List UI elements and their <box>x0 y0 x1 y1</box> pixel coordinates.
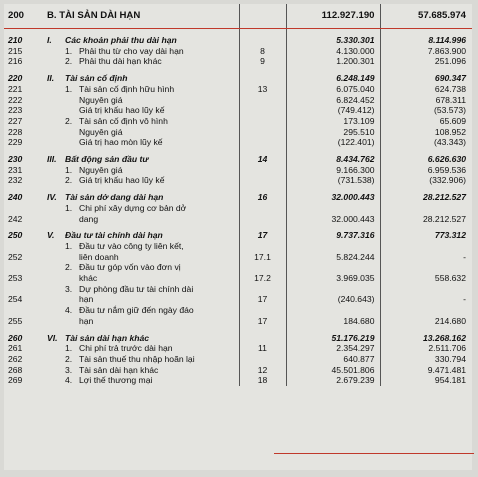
row-note <box>239 95 286 106</box>
section-title: Tài sản cố định <box>65 73 128 84</box>
table-row <box>4 365 472 376</box>
item-number: 2. <box>65 353 73 364</box>
table-row <box>4 56 472 67</box>
row-value-prior: 954.181 <box>434 375 466 386</box>
table-row <box>4 241 472 262</box>
row-note <box>239 29 286 46</box>
row-note: 11 <box>239 343 286 354</box>
row-value-prior: 7.863.900 <box>427 45 466 56</box>
row-value-prior: 13.268.162 <box>422 332 466 343</box>
row-code: 230 <box>8 154 23 165</box>
row-value-current: 2.679.239 <box>286 375 380 386</box>
row-value-current: 295.510 <box>286 127 380 138</box>
table-row <box>4 165 472 176</box>
item-number: 1. <box>65 343 73 354</box>
header-code: 200 <box>4 4 44 29</box>
row-code: 268 <box>8 364 23 375</box>
row-value-current: 1.200.301 <box>286 56 380 67</box>
header-row <box>4 4 472 29</box>
row-code: 232 <box>8 175 23 186</box>
item-title-continued: dang <box>79 213 99 224</box>
item-title: Giá trị khấu hao lũy kế <box>79 105 165 116</box>
roman-numeral: I. <box>47 35 52 45</box>
item-number: 1. <box>65 45 73 56</box>
item-number: 3. <box>65 283 73 294</box>
item-number: 3. <box>65 364 73 375</box>
row-code: 222 <box>8 94 23 105</box>
row-value-current: 9.166.300 <box>286 165 380 176</box>
row-value-current: 8.434.762 <box>286 148 380 165</box>
row-label <box>44 327 239 344</box>
row-value-prior: 9.471.481 <box>427 364 466 375</box>
row-value-prior: (332.906) <box>429 175 466 186</box>
item-number: 2. <box>65 262 73 273</box>
table-row <box>4 175 472 186</box>
row-value-prior: 678.311 <box>435 94 466 105</box>
row-value-current: 51.176.219 <box>286 327 380 344</box>
row-label <box>44 175 239 186</box>
row-label <box>44 29 239 46</box>
row-label <box>44 375 239 386</box>
row-note <box>239 137 286 148</box>
row-value-prior: 558.632 <box>434 273 466 284</box>
row-value-prior: 6.626.630 <box>427 154 466 165</box>
row-code: 231 <box>8 164 23 175</box>
row-value-current: 2.354.297 <box>286 343 380 354</box>
row-value-current: 6.075.040 <box>286 84 380 95</box>
row-value-current: 5.824.244 <box>286 241 380 262</box>
roman-numeral: IV. <box>47 192 57 203</box>
roman-numeral: III. <box>47 154 57 165</box>
row-note: 13 <box>239 84 286 95</box>
row-label <box>44 365 239 376</box>
row-code: 227 <box>8 115 23 126</box>
row-note <box>239 67 286 84</box>
item-number: 4. <box>65 375 73 386</box>
row-value-prior: - <box>463 294 466 305</box>
row-note <box>239 165 286 176</box>
table-row <box>4 46 472 57</box>
row-value-current: (749.412) <box>286 105 380 116</box>
row-code: 242 <box>8 213 23 224</box>
row-note: 17 <box>239 284 286 305</box>
row-value-prior: 773.312 <box>434 230 466 241</box>
row-note: 9 <box>239 56 286 67</box>
row-value-prior: 8.114.996 <box>428 35 466 45</box>
row-code: 220 <box>8 73 23 84</box>
row-label <box>44 105 239 116</box>
row-value-current: 6.248.149 <box>286 67 380 84</box>
balance-sheet-page <box>4 4 472 470</box>
row-code: 260 <box>8 332 23 343</box>
row-note <box>239 105 286 116</box>
item-title-continued: khác <box>79 273 98 284</box>
item-title: Tài sản cố định hữu hình <box>79 83 175 94</box>
row-value-current: 32.000.443 <box>286 203 380 224</box>
row-value-current: 640.877 <box>286 354 380 365</box>
section-title: Tài sản dài hạn khác <box>65 332 150 343</box>
table-row <box>4 375 472 386</box>
row-label <box>44 137 239 148</box>
row-value-prior: 6.959.536 <box>427 164 466 175</box>
section-row <box>4 327 472 344</box>
row-note: 12 <box>239 365 286 376</box>
row-value-prior: 330.794 <box>434 353 466 364</box>
row-code: 254 <box>8 294 23 305</box>
roman-numeral: II. <box>47 73 55 84</box>
item-number: 1. <box>65 202 73 213</box>
row-code: 252 <box>8 251 23 262</box>
table-row <box>4 127 472 138</box>
section-row <box>4 67 472 84</box>
row-label <box>44 284 239 305</box>
row-label <box>44 354 239 365</box>
row-label <box>44 165 239 176</box>
row-note: 16 <box>239 186 286 203</box>
item-title: Lợi thế thương mại <box>79 375 153 386</box>
row-code: 240 <box>8 192 23 203</box>
item-title: Đầu tư vào công ty liên kết, <box>79 240 184 251</box>
red-underline <box>274 453 474 454</box>
row-label <box>44 148 239 165</box>
row-value-current: 4.130.000 <box>286 46 380 57</box>
item-title: Giá trị hao mòn lũy kế <box>79 137 163 148</box>
item-title: Dự phòng đầu tư tài chính dài <box>79 283 194 294</box>
row-value-prior: 624.738 <box>434 83 466 94</box>
row-label <box>44 241 239 262</box>
section-title: Đầu tư tài chính dài hạn <box>65 230 163 241</box>
row-value-current: 45.501.806 <box>286 365 380 376</box>
row-value-prior: (53.573) <box>433 105 466 116</box>
table-row <box>4 284 472 305</box>
row-code: 255 <box>8 315 23 326</box>
table-row <box>4 262 472 283</box>
row-value-prior: 108.952 <box>434 126 466 137</box>
row-value-current: (731.538) <box>286 175 380 186</box>
table-row <box>4 116 472 127</box>
item-title: Tài sản cố định vô hình <box>79 115 168 126</box>
header-label: B. TÀI SẢN DÀI HẠN <box>44 4 239 29</box>
long-term-assets-table <box>4 4 472 386</box>
row-value-prior: 65.609 <box>439 115 466 126</box>
row-value-prior: 28.212.527 <box>422 192 466 203</box>
row-value-current: 173.109 <box>286 116 380 127</box>
row-value-prior: 214.680 <box>434 315 466 326</box>
row-value-current: (240.643) <box>286 284 380 305</box>
header-value-current: 112.927.190 <box>286 4 380 29</box>
row-label <box>44 224 239 241</box>
row-code: 216 <box>8 56 23 67</box>
row-code: 223 <box>8 105 23 116</box>
row-note <box>239 175 286 186</box>
row-value-prior: - <box>463 251 466 262</box>
row-note: 17.2 <box>239 262 286 283</box>
row-value-current: 6.824.452 <box>286 95 380 106</box>
row-note <box>239 127 286 138</box>
row-label <box>44 116 239 127</box>
section-row <box>4 224 472 241</box>
row-note: 18 <box>239 375 286 386</box>
item-title: Phải thu dài hạn khác <box>79 56 162 67</box>
row-code: 261 <box>8 343 23 354</box>
item-number: 1. <box>65 83 73 94</box>
row-note: 17 <box>239 224 286 241</box>
item-title: Phải thu từ cho vay dài hạn <box>79 45 184 56</box>
row-code: 253 <box>8 273 23 284</box>
table-row <box>4 105 472 116</box>
item-title-continued: hạn <box>79 294 94 305</box>
item-number: 2. <box>65 115 73 126</box>
row-label <box>44 186 239 203</box>
header-note <box>239 4 286 29</box>
item-title: Chi phí trả trước dài hạn <box>79 343 173 354</box>
item-title-continued: liên doanh <box>79 251 119 262</box>
row-note <box>239 116 286 127</box>
item-title: Chi phí xây dựng cơ bản dở <box>79 202 187 213</box>
item-title: Nguyên giá <box>79 164 123 175</box>
row-note: 17.1 <box>239 241 286 262</box>
row-label <box>44 56 239 67</box>
row-value-prior: 28.212.527 <box>422 213 466 224</box>
item-number: 2. <box>65 56 73 67</box>
item-number: 1. <box>65 164 73 175</box>
row-value-prior: 251.096 <box>434 56 466 67</box>
item-title: Nguyên giá <box>79 126 123 137</box>
row-label <box>44 305 239 326</box>
header-value-prior: 57.685.974 <box>380 4 472 29</box>
row-code: 210 <box>8 35 23 45</box>
row-code: 262 <box>8 353 23 364</box>
row-label <box>44 127 239 138</box>
row-value-current: 3.969.035 <box>286 262 380 283</box>
section-row <box>4 186 472 203</box>
roman-numeral: VI. <box>47 332 58 343</box>
item-title: Tài sản dài hạn khác <box>79 364 159 375</box>
item-title: Đầu tư góp vốn vào đơn vị <box>79 262 181 273</box>
row-value-current: 5.330.301 <box>286 29 380 46</box>
row-value-current: (122.401) <box>286 137 380 148</box>
row-value-current: 9.737.316 <box>286 224 380 241</box>
row-label <box>44 84 239 95</box>
item-title: Giá trị khấu hao lũy kế <box>79 175 165 186</box>
row-label <box>44 95 239 106</box>
item-number: 1. <box>65 240 73 251</box>
table-row <box>4 305 472 326</box>
row-code: 228 <box>8 126 23 137</box>
row-value-current: 184.680 <box>286 305 380 326</box>
section-title: Tài sản dở dang dài hạn <box>65 192 164 203</box>
table-row <box>4 203 472 224</box>
table-row <box>4 343 472 354</box>
section-row <box>4 29 472 46</box>
row-note: 8 <box>239 46 286 57</box>
item-title: Nguyên giá <box>79 94 123 105</box>
item-number: 4. <box>65 305 73 316</box>
item-title: Đầu tư nắm giữ đến ngày đáo <box>79 305 194 316</box>
section-title: Bất động sản đầu tư <box>65 154 149 165</box>
item-title: Tài sản thuế thu nhập hoãn lại <box>79 353 195 364</box>
row-note <box>239 327 286 344</box>
table-row <box>4 95 472 106</box>
row-value-prior: 690.347 <box>434 73 466 84</box>
row-value-prior: (43.343) <box>433 137 466 148</box>
section-row <box>4 148 472 165</box>
table-row <box>4 137 472 148</box>
row-label <box>44 67 239 84</box>
row-code: 221 <box>8 83 23 94</box>
row-note <box>239 203 286 224</box>
table-row <box>4 354 472 365</box>
section-title: Các khoản phải thu dài hạn <box>65 35 177 45</box>
row-label <box>44 343 239 354</box>
row-note: 14 <box>239 148 286 165</box>
row-code: 269 <box>8 375 23 386</box>
table-row <box>4 84 472 95</box>
row-code: 250 <box>8 230 23 241</box>
row-label <box>44 262 239 283</box>
row-label <box>44 203 239 224</box>
row-value-current: 32.000.443 <box>286 186 380 203</box>
row-code: 229 <box>8 137 23 148</box>
row-value-prior: 2.511.706 <box>428 343 466 354</box>
item-title-continued: hạn <box>79 315 94 326</box>
row-label <box>44 46 239 57</box>
roman-numeral: V. <box>47 230 55 241</box>
row-code: 215 <box>8 45 23 56</box>
item-number: 2. <box>65 175 73 186</box>
row-note <box>239 354 286 365</box>
row-note: 17 <box>239 305 286 326</box>
